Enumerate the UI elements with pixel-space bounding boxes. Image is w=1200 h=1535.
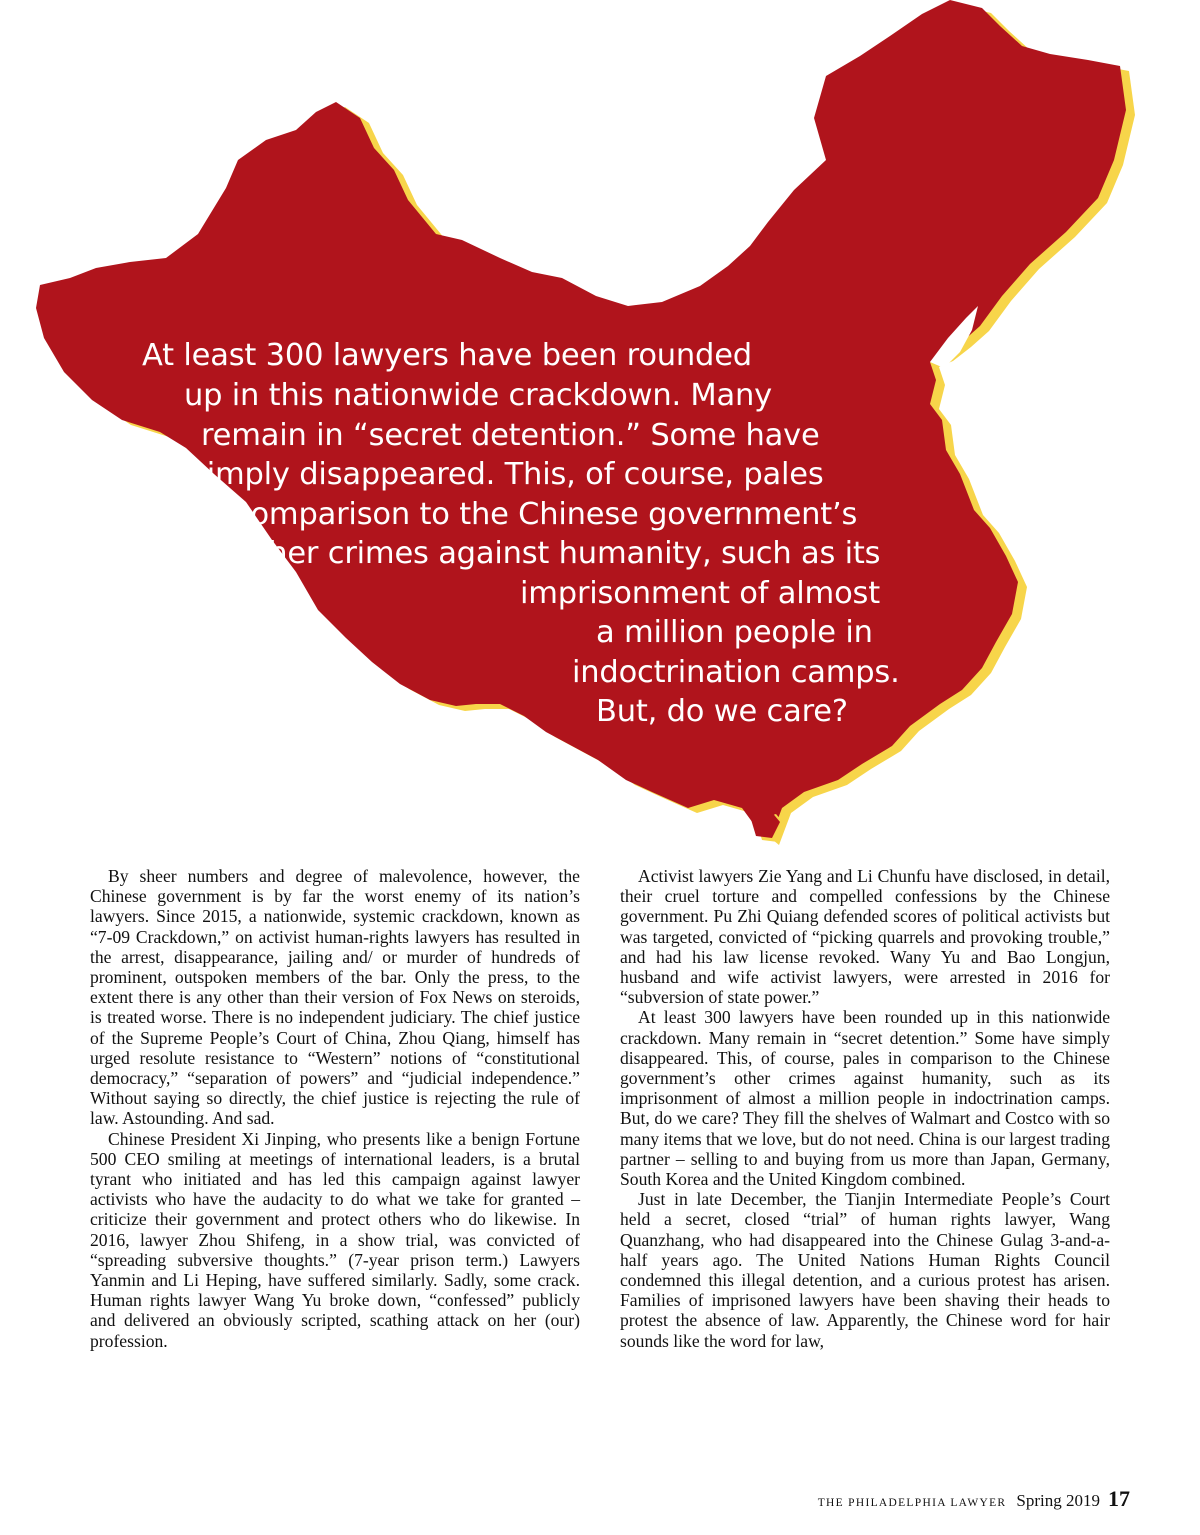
pull-quote-line: simply disappeared. This, of course, pales <box>191 457 824 492</box>
pull-quote-line: But, do we care? <box>596 694 848 729</box>
issue-label: Spring 2019 <box>1016 1491 1100 1510</box>
page-footer <box>818 1486 1130 1512</box>
pull-quote-line: a million people in <box>596 615 873 650</box>
article-column-right <box>620 866 1110 1351</box>
pull-quote-line: in comparison to the Chinese government’s <box>197 497 858 532</box>
page-number: 17 <box>1108 1486 1130 1511</box>
publication-name: THE PHILADELPHIA LAWYER <box>817 1497 1007 1509</box>
article-paragraph: By sheer numbers and degree of malevolence, however, the Chinese government is by far the worst enemy of its nation’s lawyers. Since 2015, a nationwide, systemic crackdown, known as “7-09 Crackdown,” on activist human-rights lawyers has resulted in the arrest, disappearance, jailing and/ or murder of hundreds of prominent, outspoken members of the bar. Only the press, to the extent there is any other than their version of Fox News on steroids, is treated worse. There is no independent judiciary. The chief justice of the Supreme People’s Court of China, Zhou Qiang, himself has urged resolute resistance to “Western” notions of “constitutional democracy,” “separation of powers” and “judicial independence.” Without saying so directly, the chief justice is rejecting the rule of law. Astounding. And sad. <box>90 866 580 1129</box>
article-paragraph: Activist lawyers Zie Yang and Li Chunfu have disclosed, in detail, their cruel torture and compelled confessions by the Chinese government. Pu Zhi Quiang defended scores of political activists but was targeted, convicted of “picking quarrels and provoking trouble,” and had his law license revoked. Wany Yu and Bao Longjun, husband and wife activist lawyers, were arrested in 2016 for “subversion of state power.” <box>620 866 1110 1008</box>
pull-quote-line: other crimes against humanity, such as its <box>238 536 881 571</box>
pull-quote-line: At least 300 lawyers have been rounded <box>142 338 752 373</box>
pull-quote-line: remain in “secret detention.” Some have <box>201 418 820 453</box>
pull-quote-line: indoctrination camps. <box>572 655 900 690</box>
pull-quote-line: up in this nationwide crackdown. Many <box>184 378 773 413</box>
article-paragraph: At least 300 lawyers have been rounded up in this nationwide crackdown. Many remain in “secret detention.” Some have simply disappeared. This, of course, pales in comparison to the Chinese government’s other crimes against humanity, such as its imprisonment of almost a million people in indoctrination camps. But, do we care? They fill the shelves of Walmart and Costco with so many items that we love, but do not need. China is our largest trading partner – selling to and buying from us more than Japan, Germany, South Korea and the United Kingdom combined. <box>620 1007 1110 1190</box>
article-paragraph: Chinese President Xi Jinping, who presents like a benign Fortune 500 CEO smiling at meetings of international leaders, is a brutal tyrant who initiated and has led this campaign against lawyer activists who have the audacity to do what we take for granted – criticize their government and protect others who do likewise. In 2016, lawyer Zhou Shifeng, in a show trial, was convicted of “spreading subversive thoughts.” (7-year prison term.) Lawyers Yanmin and Li Heping, have suffered similarly. Sadly, some crack. Human rights lawyer Wang Yu broke down, “confessed” publicly and delivered an obviously scripted, scathing attack on her (our) profession. <box>90 1128 580 1351</box>
pull-quote-line: imprisonment of almost <box>520 576 880 611</box>
article-paragraph: Just in late December, the Tianjin Intermediate People’s Court held a secret, closed “trial” of human rights lawyer, Wang Quanzhang, who had disappeared into the Chinese Gulag 3-and-a-half years ago. The United Nations Human Rights Council condemned this illegal detention, and a curious protest has arisen. Families of imprisoned lawyers have been shaving their heads to protest the absence of law. Apparently, the Chinese word for hair sounds like the word for law, <box>620 1189 1110 1351</box>
article-column-left <box>90 866 580 1351</box>
